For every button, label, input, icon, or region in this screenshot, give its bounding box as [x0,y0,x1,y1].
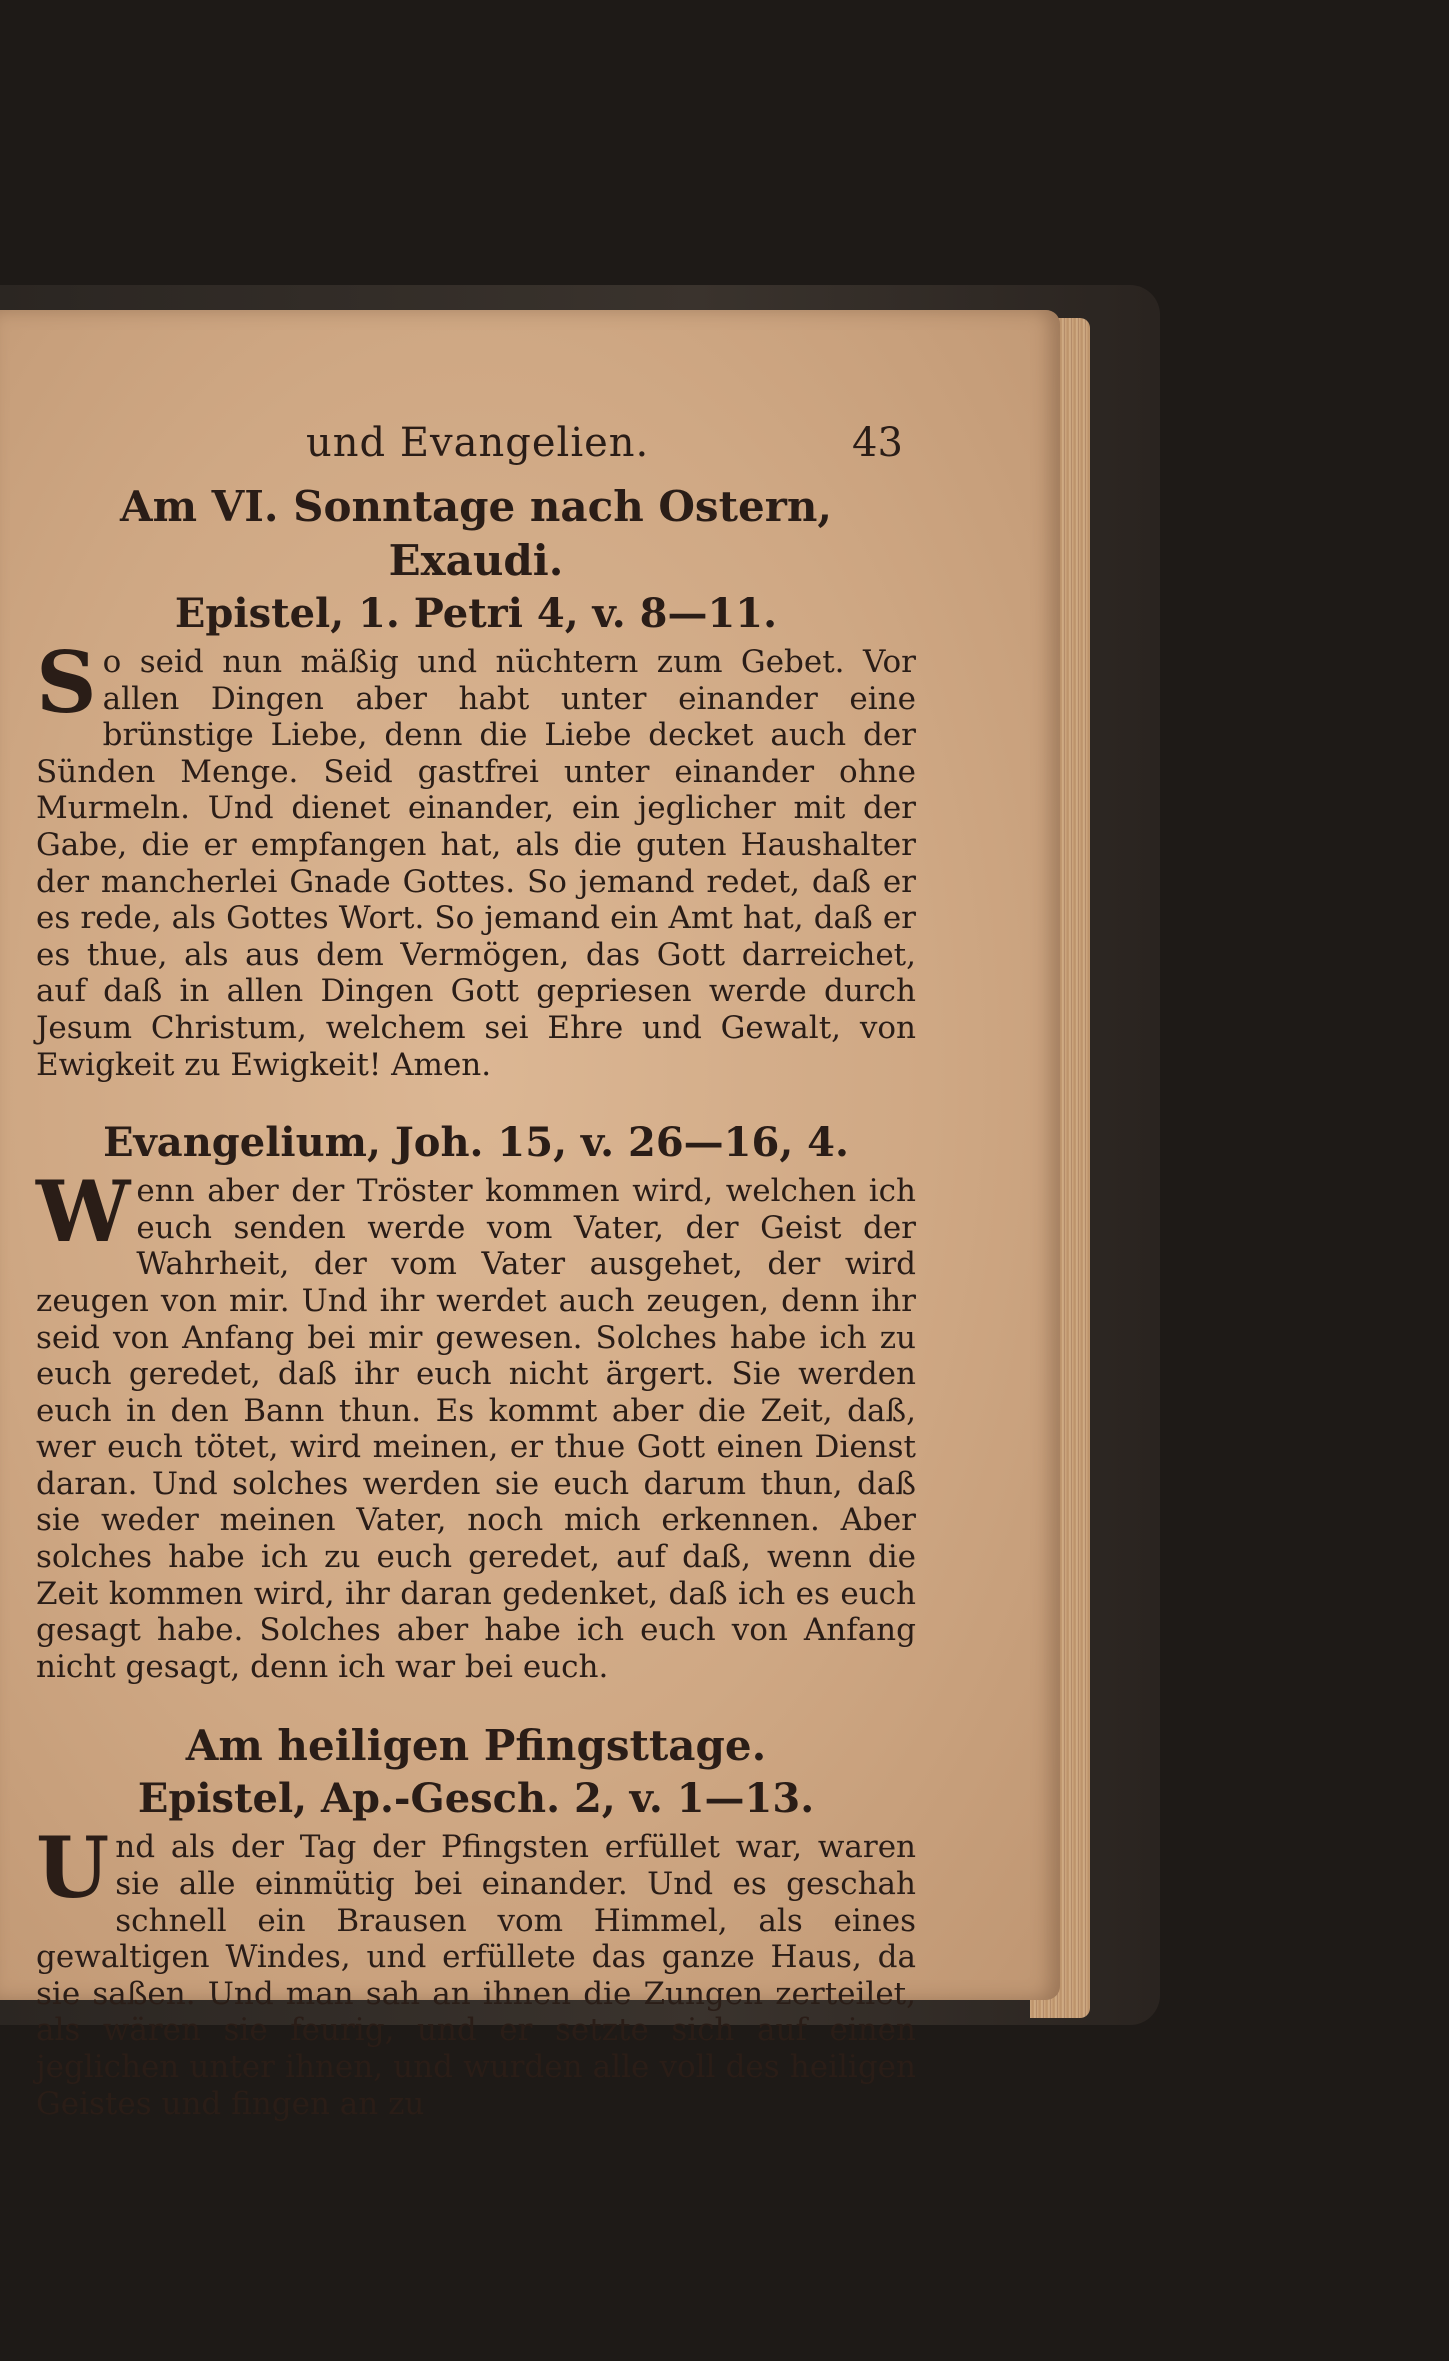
drop-cap: S [36,633,97,732]
epistle-body: nd als der Tag der Pfingsten erfüllet war, waren sie alle einmütig bei einander. Und es geschah schnell ein Brausen vom Himmel, als eines gewaltigen Windes, und erfüllete das ganze Haus, da sie saßen. Und man sah an ihnen die Zungen zerteilet, als wären sie feurig, und er setzte sich auf einen jeglichen unter ihnen, und wurden alle voll des heiligen Geistes und fingen an zu [36,1829,916,2122]
epistle-text-pentecost [36,1818,916,2122]
epistle-body: o seid nun mäßig und nüchtern zum Gebet. Vor allen Dingen aber habt unter einander eine brünstige Liebe, denn die Liebe decket auch der Sünden Menge. Seid gastfrei unter einander ohne Murmeln. Und dienet einander, ein jeglicher mit der Gabe, die er empfangen hat, als die guten Haushalter der mancherlei Gnade Gottes. So jemand redet, daß er es rede, als Gottes Wort. So jemand ein Amt hat, daß er es thue, als aus dem Vermögen, das Gott darreichet, auf daß in allen Dingen Gott gepriesen werde durch Jesum Christum, welchem sei Ehre und Gewalt, von Ewigkeit zu Ewigkeit! Amen. [36,644,916,1083]
running-head: und Evangelien. [306,420,650,466]
epistle-title-exaudi: Epistel, 1. Petri 4, v. 8—11. [174,590,778,637]
gospel-title-exaudi: Evangelium, Joh. 15, v. 26—16, 4. [103,1119,849,1167]
page-content [36,420,916,2156]
gospel-body: enn aber der Tröster kommen wird, welchen ich euch senden werde vom Vater, der Geist der Wahrheit, der vom Vater ausgehet, der wird zeugen von mir. Und ihr werdet auch zeugen, denn ihr seid von Anfang bei mir gewesen. Solches habe ich zu euch geredet, daß ihr euch nicht ärgert. Sie werden euch in den Bann thun. Es kommt aber die Zeit, daß, wer euch tötet, wird meinen, er thue Gott einen Dienst daran. Und solches werden sie euch darum thun, daß sie weder meinen Vater, noch mich erkennen. Aber solches habe ich zu euch geredet, auf daß, wenn die Zeit kommen wird, ihr daran gedenket, daß ich es euch gesagt habe. Solches aber habe ich euch von Anfang nicht gesagt, denn ich war bei euch. [36,1173,916,1685]
section-title-exaudi: Am VI. Sonntage nach Ostern, Exaudi. [120,482,832,585]
drop-cap: W [36,1162,131,1262]
book-page [0,310,1060,2122]
page-number: 43 [852,420,903,466]
drop-cap: U [36,1818,110,1918]
epistle-text-exaudi [36,633,916,1083]
gospel-text-exaudi [36,1162,916,1685]
section-title-pentecost: Am heiligen Pfingsttage. [185,1721,767,1771]
page-header [36,420,916,480]
epistle-title-pentecost: Epistel, Ap.-Gesch. 2, v. 1—13. [137,1775,815,1823]
